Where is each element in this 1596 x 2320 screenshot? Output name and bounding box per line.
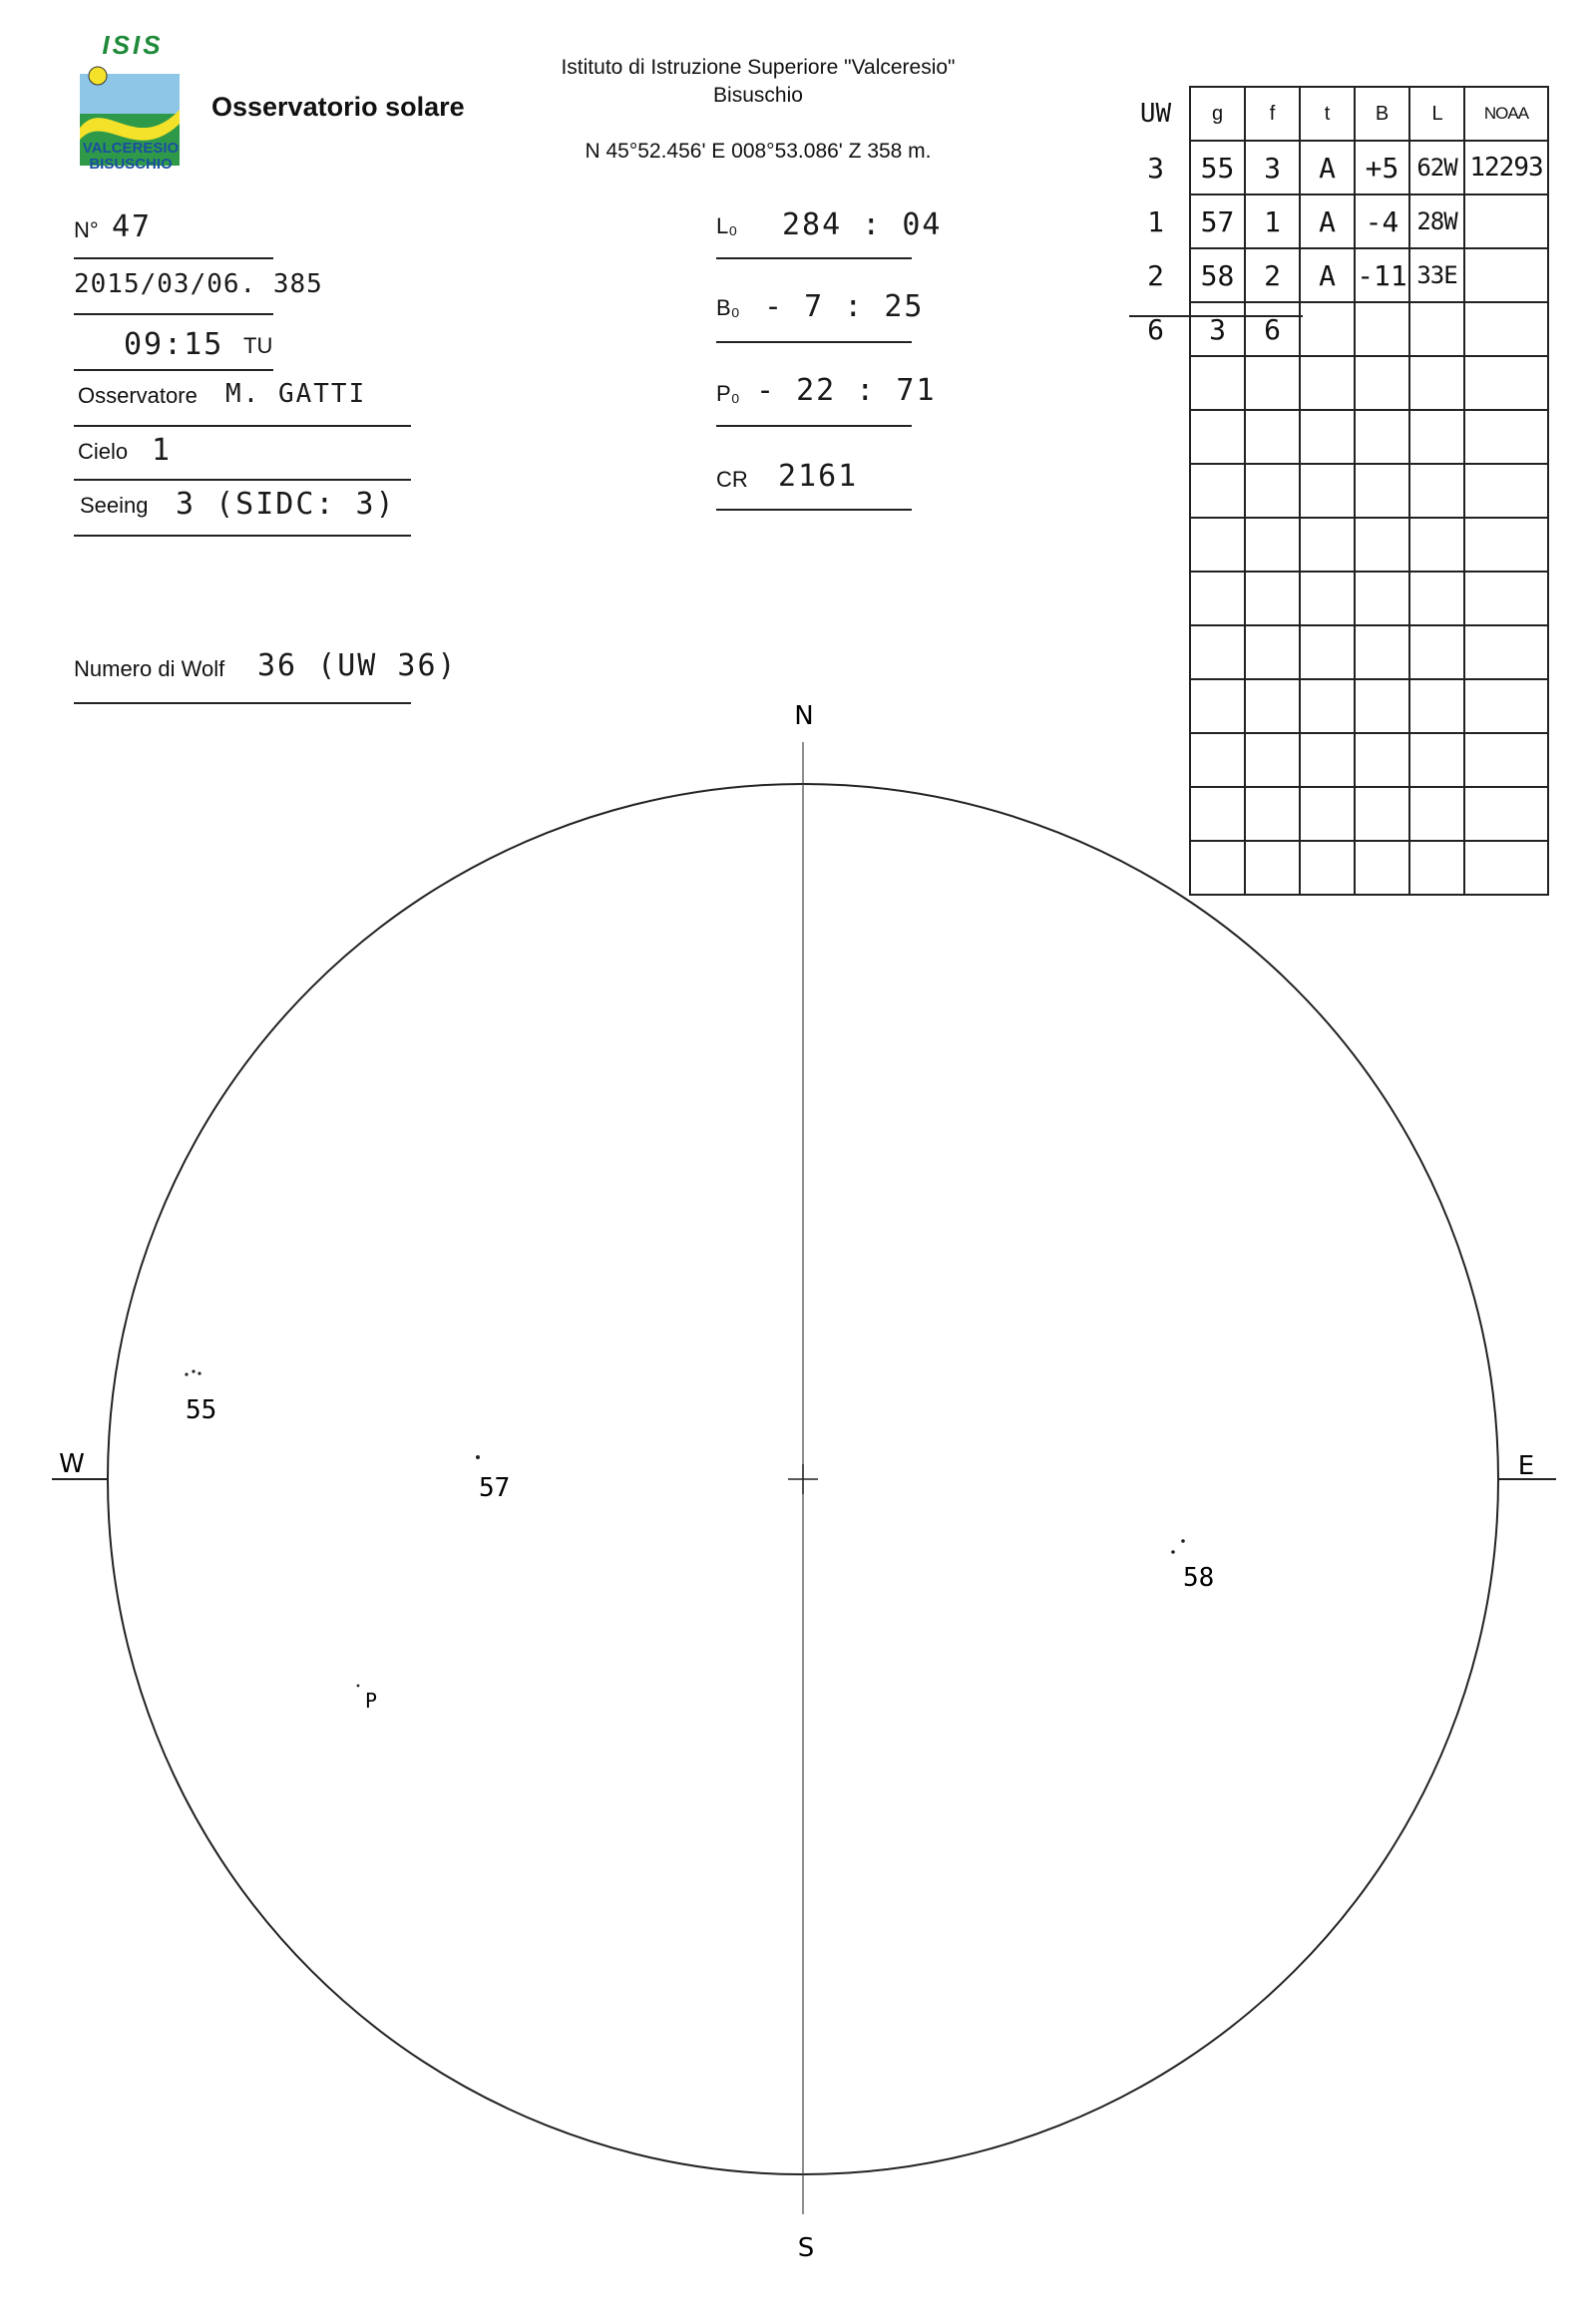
table-cell: 1	[1245, 194, 1300, 248]
sunspot-dot	[1181, 1539, 1185, 1543]
seeing-label: Seeing	[80, 493, 149, 518]
logo-subtitle-town: BISUSCHIO	[89, 156, 173, 173]
table-cell: A	[1300, 194, 1355, 248]
table-cell: 6	[1245, 302, 1300, 356]
table-cell: 28W	[1409, 194, 1464, 248]
carrington-rotation-value: 2161	[778, 459, 859, 494]
sunspot-dot	[1171, 1550, 1175, 1554]
table-cell: -4	[1355, 194, 1409, 248]
sunspot-dot	[198, 1371, 200, 1374]
sunspot-dot	[192, 1369, 195, 1372]
pore-label: P	[365, 1689, 378, 1713]
east-label: E	[1517, 1451, 1535, 1481]
west-label: W	[59, 1449, 85, 1479]
l0-value: 284 : 04	[782, 207, 943, 242]
table-cell: 58	[1190, 248, 1245, 302]
table-cell: 55	[1190, 141, 1245, 194]
table-cell: A	[1300, 248, 1355, 302]
table-header-cell: t	[1300, 87, 1355, 141]
logo-subtitle: VALCERESIO	[82, 140, 180, 157]
table-header-cell: UW	[1139, 99, 1172, 129]
group-label-55: 55	[186, 1395, 217, 1425]
table-cell: 3	[1147, 151, 1164, 185]
institute-city: Bisuschio	[713, 84, 803, 107]
wolf-number-label: Numero di Wolf	[74, 656, 225, 681]
table-cell: 62W	[1409, 141, 1464, 194]
pore-dot	[357, 1685, 360, 1688]
table-cell: +5	[1355, 141, 1409, 194]
south-label: S	[797, 2233, 815, 2263]
sunspot-dot	[476, 1455, 480, 1459]
carrington-rotation-label: CR	[716, 467, 748, 492]
p0-value: - 22 : 71	[756, 373, 937, 408]
b0-label: B₀	[716, 295, 740, 320]
table-cell: 2	[1147, 258, 1164, 292]
table-cell: A	[1300, 141, 1355, 194]
table-cell: 3	[1190, 302, 1245, 356]
logo-wordmark: ISIS	[102, 30, 164, 60]
sky-value: 1	[152, 433, 173, 468]
p0-label: P₀	[716, 381, 740, 406]
table-header-cell: L	[1409, 87, 1464, 141]
observer-value: M. GATTI	[225, 379, 367, 409]
table-header-cell: g	[1190, 87, 1245, 141]
b0-value: - 7 : 25	[764, 289, 925, 324]
table-cell: 1	[1147, 204, 1164, 238]
table-cell: -11	[1355, 248, 1409, 302]
seeing-value: 3 (SIDC: 3)	[176, 487, 396, 522]
observatory-coordinates: N 45°52.456' E 008°53.086' Z 358 m.	[585, 140, 932, 163]
table-cell: 57	[1190, 194, 1245, 248]
institute-name: Istituto di Istruzione Superiore "Valceresio"	[561, 56, 956, 79]
group-label-58: 58	[1183, 1563, 1215, 1593]
wolf-number-value: 36 (UW 36)	[257, 648, 458, 683]
table-cell: 6	[1147, 312, 1164, 346]
sky-label: Cielo	[78, 439, 129, 464]
date-value: 2015/03/06. 385	[74, 269, 323, 299]
table-header-cell: f	[1245, 87, 1300, 141]
number-value: 47	[112, 209, 153, 244]
time-unit: TU	[243, 333, 273, 358]
table-header-cell: NOAA	[1464, 87, 1548, 141]
l0-label: L₀	[716, 213, 738, 238]
time-value: 09:15	[124, 327, 224, 362]
table-cell: 2	[1245, 248, 1300, 302]
table-header-cell: B	[1355, 87, 1409, 141]
table-cell: 33E	[1409, 248, 1464, 302]
table-cell: 3	[1245, 141, 1300, 194]
sunspot-dot	[185, 1372, 188, 1375]
observer-label: Osservatore	[78, 383, 198, 408]
observatory-title: Osservatorio solare	[211, 92, 465, 122]
group-label-57: 57	[479, 1473, 511, 1503]
number-label: N°	[74, 217, 99, 242]
north-label: N	[794, 701, 814, 731]
table-cell: 12293	[1464, 141, 1548, 194]
